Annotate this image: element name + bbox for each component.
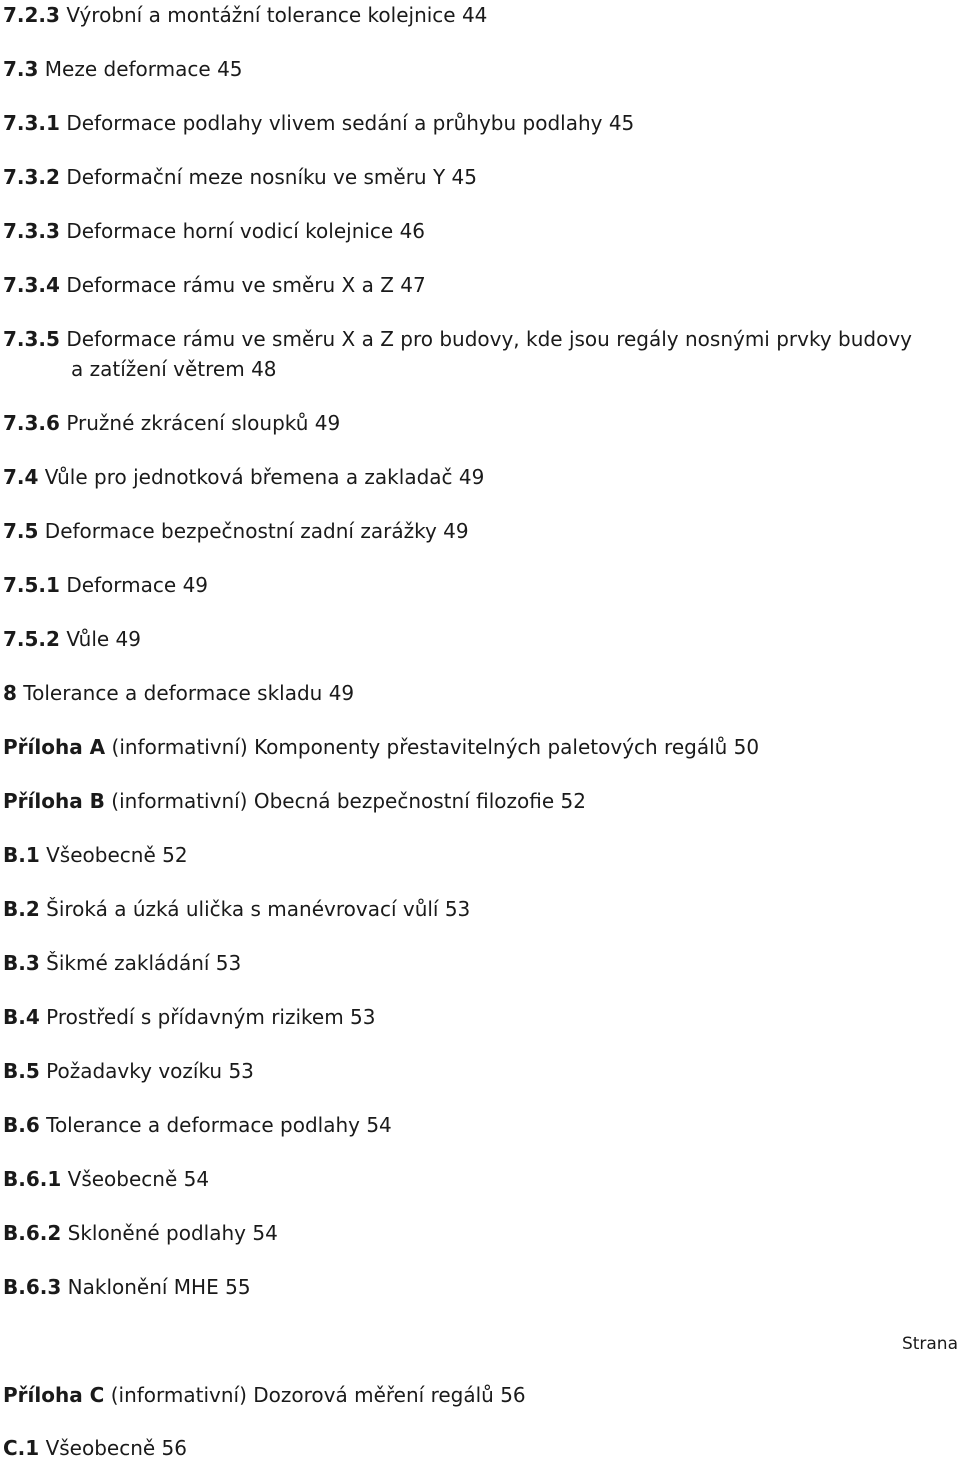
toc-entry-number: B.6.2	[3, 1221, 62, 1245]
toc-entry-number: B.6	[3, 1113, 40, 1137]
toc-entry-title: (informativní) Dozorová měření regálů 56	[110, 1383, 526, 1407]
toc-entry[interactable]	[3, 1002, 376, 1032]
toc-entry-number: 7.5.1	[3, 573, 60, 597]
toc-entry[interactable]	[3, 108, 634, 138]
toc-entry-number: 7.5	[3, 519, 39, 543]
toc-entry[interactable]	[3, 0, 487, 30]
toc-entry-number: B.4	[3, 1005, 40, 1029]
toc-entry-number: B.1	[3, 843, 40, 867]
toc-entry-number: B.2	[3, 897, 40, 921]
toc-entry-number: B.3	[3, 951, 40, 975]
toc-entry-title: (informativní) Obecná bezpečnostní filozofie 52	[111, 789, 586, 813]
toc-entry-title: Deformační meze nosníku ve směru Y 45	[66, 165, 477, 189]
toc-entry[interactable]	[3, 732, 759, 762]
toc-entry-number: B.5	[3, 1059, 40, 1083]
toc-entry-title: Vůle 49	[66, 627, 141, 651]
toc-entry-number: 7.3.1	[3, 111, 60, 135]
toc-entry-number: 7.3.4	[3, 273, 60, 297]
toc-entry-number: 7.2.3	[3, 3, 60, 27]
toc-entry-number: Příloha A	[3, 735, 106, 759]
toc-entry[interactable]	[3, 216, 425, 246]
toc-entry[interactable]	[3, 1110, 392, 1140]
toc-entry-number: 7.3.3	[3, 219, 60, 243]
toc-entry-number: B.6.3	[3, 1275, 62, 1299]
toc-entry-title: Požadavky vozíku 53	[46, 1059, 254, 1083]
toc-entry-title: Tolerance a deformace skladu 49	[23, 681, 355, 705]
toc-entry[interactable]	[3, 162, 477, 192]
toc-entry[interactable]	[3, 1164, 209, 1194]
toc-entry[interactable]	[3, 1056, 254, 1086]
toc-entry[interactable]	[3, 1380, 526, 1410]
toc-entry-number: 8	[3, 681, 17, 705]
toc-entry-title: Deformace 49	[66, 573, 209, 597]
toc-entry[interactable]	[3, 624, 141, 654]
toc-entry-number: 7.3.5	[3, 327, 60, 351]
toc-entry-number: B.6.1	[3, 1167, 62, 1191]
toc-entry-title: Všeobecně 56	[45, 1436, 187, 1460]
toc-entry-title: Všeobecně 54	[67, 1167, 210, 1191]
toc-entry-number: 7.3.2	[3, 165, 60, 189]
toc-entry[interactable]	[3, 54, 243, 84]
toc-entry[interactable]	[3, 948, 241, 978]
toc-entry[interactable]	[3, 324, 912, 384]
toc-entry-title: Vůle pro jednotková břemena a zakladač 49	[44, 465, 485, 489]
toc-entry-title-continuation: a zatížení větrem 48	[71, 357, 277, 381]
toc-entry-title: Deformace rámu ve směru X a Z pro budovy, kde jsou regály nosnými prvky budovy	[66, 327, 913, 351]
toc-entry[interactable]	[3, 840, 188, 870]
toc-entry[interactable]	[3, 894, 470, 924]
toc-entry[interactable]	[3, 516, 469, 546]
toc-entry-number: C.1	[3, 1436, 40, 1460]
toc-entry-title: Všeobecně 52	[46, 843, 188, 867]
toc-entry-title: Meze deformace 45	[44, 57, 243, 81]
toc-entry[interactable]	[3, 270, 426, 300]
toc-entry-title: (informativní) Komponenty přestavitelných paletových regálů 50	[111, 735, 760, 759]
toc-entry-title: Deformace podlahy vlivem sedání a průhybu podlahy 45	[66, 111, 635, 135]
toc-entry-title: Prostředí s přídavným rizikem 53	[46, 1005, 376, 1029]
toc-entry[interactable]	[3, 408, 340, 438]
toc-entry-title: Skloněné podlahy 54	[67, 1221, 278, 1245]
toc-entry-title: Pružné zkrácení sloupků 49	[66, 411, 341, 435]
toc-entry[interactable]	[3, 678, 354, 708]
toc-entry-title: Šikmé zakládání 53	[46, 951, 242, 975]
toc-entry[interactable]	[3, 1272, 251, 1302]
toc-entry-number: Příloha B	[3, 789, 105, 813]
toc-entry-title: Deformace bezpečnostní zadní zarážky 49	[44, 519, 469, 543]
page-label: Strana	[901, 1334, 958, 1354]
toc-entry-title: Naklonění MHE 55	[67, 1275, 251, 1299]
toc-entry-title: Deformace rámu ve směru X a Z 47	[66, 273, 426, 297]
toc-entry-number: 7.4	[3, 465, 39, 489]
toc-entry-number: 7.3.6	[3, 411, 60, 435]
toc-entry-title: Výrobní a montážní tolerance kolejnice 44	[66, 3, 488, 27]
toc-entry-number: 7.3	[3, 57, 39, 81]
toc-entry-number: 7.5.2	[3, 627, 60, 651]
toc-entry[interactable]	[3, 570, 208, 600]
toc-entry-title: Tolerance a deformace podlahy 54	[46, 1113, 392, 1137]
toc-entry[interactable]	[3, 786, 586, 816]
toc-entry[interactable]	[3, 462, 484, 492]
toc-entry-title: Deformace horní vodicí kolejnice 46	[66, 219, 426, 243]
toc-entry[interactable]	[3, 1218, 278, 1248]
toc-entry-title: Široká a úzká ulička s manévrovací vůlí 53	[46, 897, 471, 921]
toc-entry-number: Příloha C	[3, 1383, 105, 1407]
